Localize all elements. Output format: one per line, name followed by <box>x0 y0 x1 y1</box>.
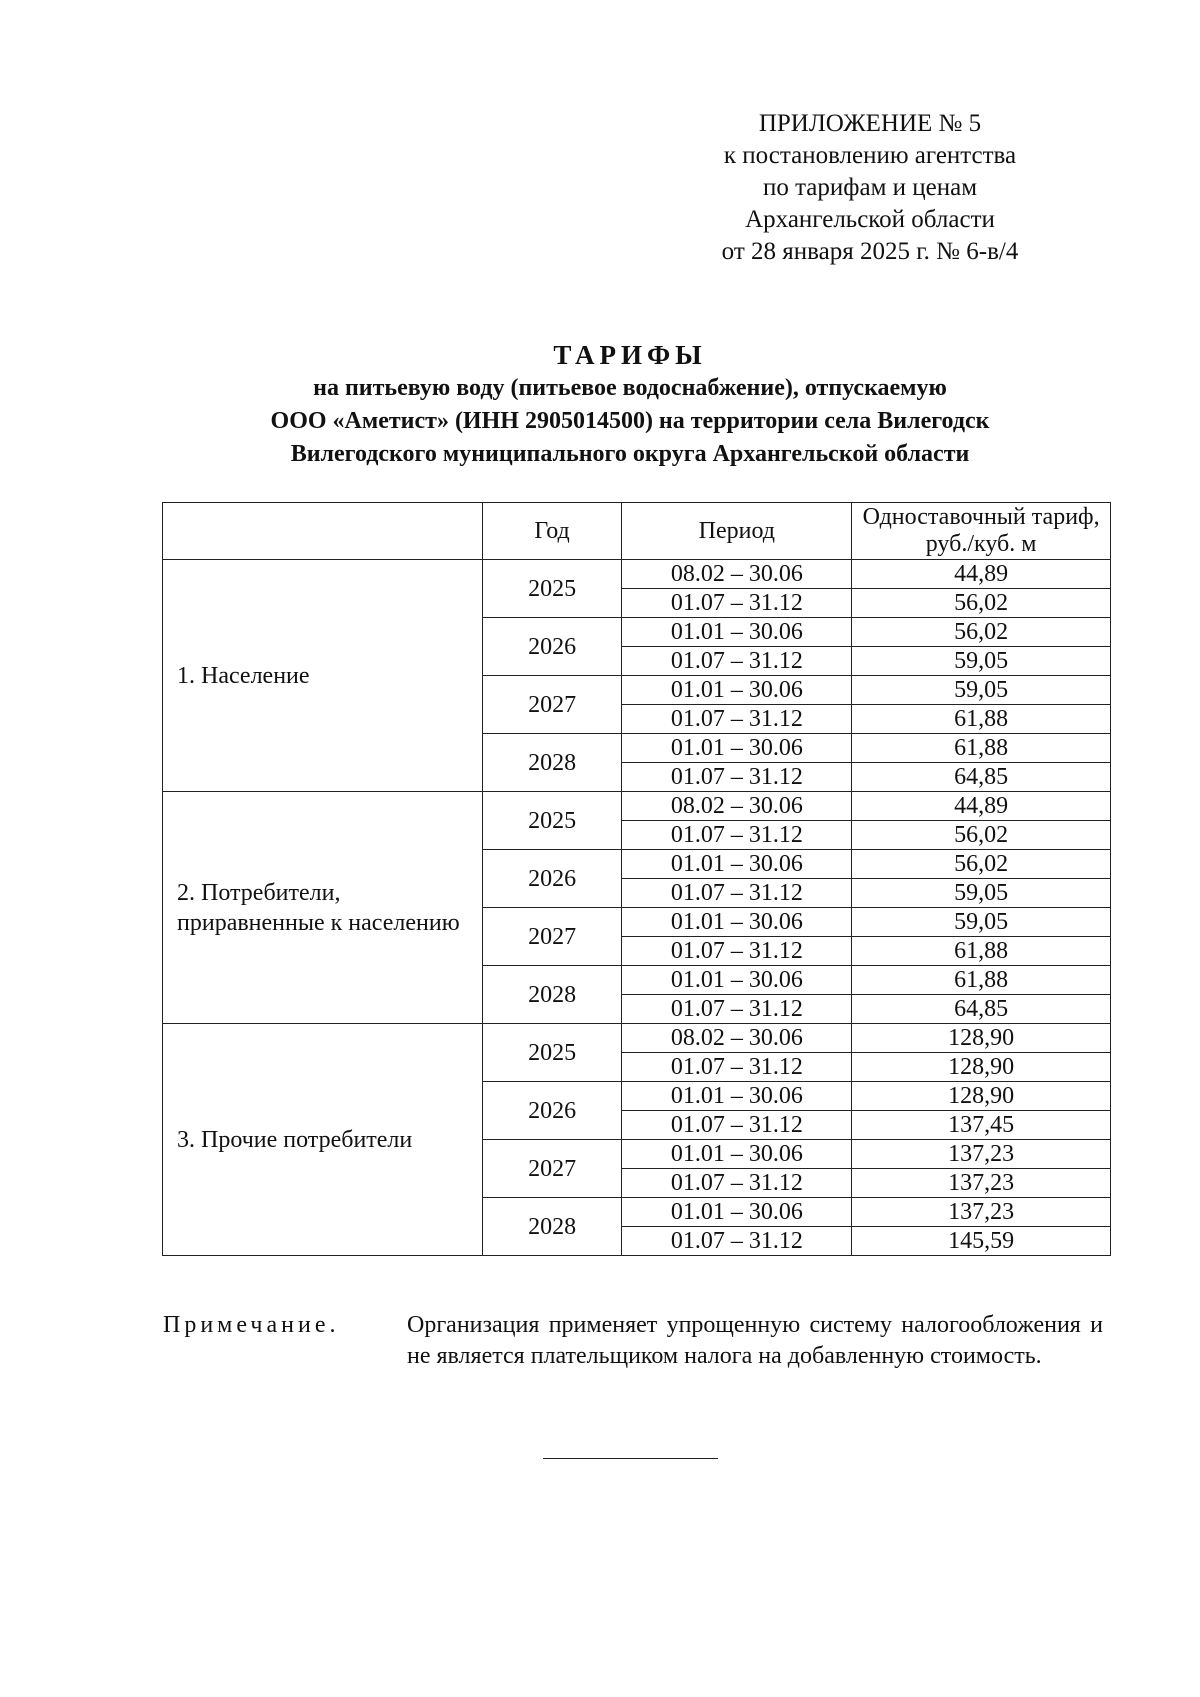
header-period: Период <box>622 503 852 560</box>
tariff-cell: 137,45 <box>852 1111 1111 1140</box>
appendix-line: Архангельской области <box>745 206 995 233</box>
period-cell: 01.07 – 31.12 <box>622 821 852 850</box>
appendix-block <box>690 108 1050 268</box>
period-cell: 01.01 – 30.06 <box>622 850 852 879</box>
document-title: ТАРИФЫ <box>553 340 707 370</box>
consumer-group-cell <box>163 560 483 792</box>
period-cell: 01.07 – 31.12 <box>622 937 852 966</box>
period-cell: 01.01 – 30.06 <box>622 908 852 937</box>
table-row <box>163 560 1111 589</box>
tariff-cell: 128,90 <box>852 1024 1111 1053</box>
header-tariff <box>852 503 1111 560</box>
period-cell: 01.07 – 31.12 <box>622 879 852 908</box>
tariff-cell: 137,23 <box>852 1140 1111 1169</box>
tariff-table <box>162 502 1111 1256</box>
period-cell: 08.02 – 30.06 <box>622 1024 852 1053</box>
end-divider <box>543 1458 718 1459</box>
year-cell: 2026 <box>482 618 622 676</box>
period-cell: 01.01 – 30.06 <box>622 966 852 995</box>
consumer-group-label: 1. Население <box>177 662 310 689</box>
year-cell: 2025 <box>482 792 622 850</box>
period-cell: 01.07 – 31.12 <box>622 1053 852 1082</box>
table-row <box>163 792 1111 821</box>
period-cell: 08.02 – 30.06 <box>622 560 852 589</box>
consumer-group-label: 2. Потребители, <box>177 879 341 906</box>
period-cell: 01.07 – 31.12 <box>622 647 852 676</box>
tariff-cell: 56,02 <box>852 821 1111 850</box>
year-cell: 2027 <box>482 908 622 966</box>
period-cell: 01.01 – 30.06 <box>622 1140 852 1169</box>
tariff-cell: 56,02 <box>852 618 1111 647</box>
appendix-line: к постановлению агентства <box>723 142 1017 169</box>
consumer-group-cell <box>163 1024 483 1256</box>
period-cell: 01.01 – 30.06 <box>622 618 852 647</box>
tariff-cell: 128,90 <box>852 1053 1111 1082</box>
year-cell: 2028 <box>482 966 622 1024</box>
tariff-cell: 59,05 <box>852 676 1111 705</box>
tariff-cell: 59,05 <box>852 647 1111 676</box>
table-row <box>163 1024 1111 1053</box>
tariff-cell: 56,02 <box>852 850 1111 879</box>
header-tariff-unit: руб./куб. м <box>925 531 1037 557</box>
year-cell: 2028 <box>482 1198 622 1256</box>
table-header-row <box>163 503 1111 560</box>
year-cell: 2026 <box>482 850 622 908</box>
tariff-cell: 137,23 <box>852 1198 1111 1227</box>
note-label: Примечание. <box>163 1312 340 1338</box>
tariff-cell: 61,88 <box>852 937 1111 966</box>
tariff-cell: 61,88 <box>852 705 1111 734</box>
tariff-cell: 145,59 <box>852 1227 1111 1256</box>
tariff-cell: 44,89 <box>852 792 1111 821</box>
title-line: Вилегодского муниципального округа Архангельской области <box>290 441 970 467</box>
title-line: на питьевую воду (питьевое водоснабжение), отпускаемую <box>313 375 947 401</box>
title-line: ООО «Аметист» (ИНН 2905014500) на территории села Вилегодск <box>270 408 990 434</box>
year-cell: 2028 <box>482 734 622 792</box>
tariff-cell: 64,85 <box>852 995 1111 1024</box>
document-title-block <box>150 338 1110 471</box>
period-cell: 01.01 – 30.06 <box>622 1082 852 1111</box>
period-cell: 01.07 – 31.12 <box>622 1227 852 1256</box>
header-tariff-line: Одноставочный тариф, <box>862 504 1100 530</box>
period-cell: 01.07 – 31.12 <box>622 1169 852 1198</box>
header-year: Год <box>482 503 622 560</box>
consumer-group-label: 3. Прочие потребители <box>177 1126 413 1153</box>
appendix-line: по тарифам и ценам <box>762 174 978 201</box>
tariff-cell: 137,23 <box>852 1169 1111 1198</box>
tariff-cell: 61,88 <box>852 966 1111 995</box>
consumer-group-cell <box>163 792 483 1024</box>
year-cell: 2027 <box>482 676 622 734</box>
year-cell: 2025 <box>482 1024 622 1082</box>
consumer-group-label: приравненные к населению <box>177 909 460 936</box>
appendix-number: ПРИЛОЖЕНИЕ № 5 <box>758 110 982 137</box>
period-cell: 01.07 – 31.12 <box>622 1111 852 1140</box>
period-cell: 01.01 – 30.06 <box>622 676 852 705</box>
tariff-cell: 64,85 <box>852 763 1111 792</box>
period-cell: 01.07 – 31.12 <box>622 589 852 618</box>
tariff-cell: 59,05 <box>852 879 1111 908</box>
period-cell: 01.07 – 31.12 <box>622 763 852 792</box>
tariff-cell: 61,88 <box>852 734 1111 763</box>
note-text: Организация применяет упрощенную систему налогообложения и не является плательщиком налога на добавленную стоимость. <box>407 1312 1103 1369</box>
appendix-date: от 28 января 2025 г. № 6-в/4 <box>721 238 1019 265</box>
period-cell: 01.07 – 31.12 <box>622 995 852 1024</box>
table-body <box>163 560 1111 1256</box>
period-cell: 01.01 – 30.06 <box>622 1198 852 1227</box>
tariff-cell: 56,02 <box>852 589 1111 618</box>
year-cell: 2025 <box>482 560 622 618</box>
year-cell: 2027 <box>482 1140 622 1198</box>
tariff-cell: 128,90 <box>852 1082 1111 1111</box>
period-cell: 08.02 – 30.06 <box>622 792 852 821</box>
header-blank <box>163 503 483 560</box>
year-cell: 2026 <box>482 1082 622 1140</box>
period-cell: 01.01 – 30.06 <box>622 734 852 763</box>
tariff-cell: 59,05 <box>852 908 1111 937</box>
period-cell: 01.07 – 31.12 <box>622 705 852 734</box>
tariff-cell: 44,89 <box>852 560 1111 589</box>
